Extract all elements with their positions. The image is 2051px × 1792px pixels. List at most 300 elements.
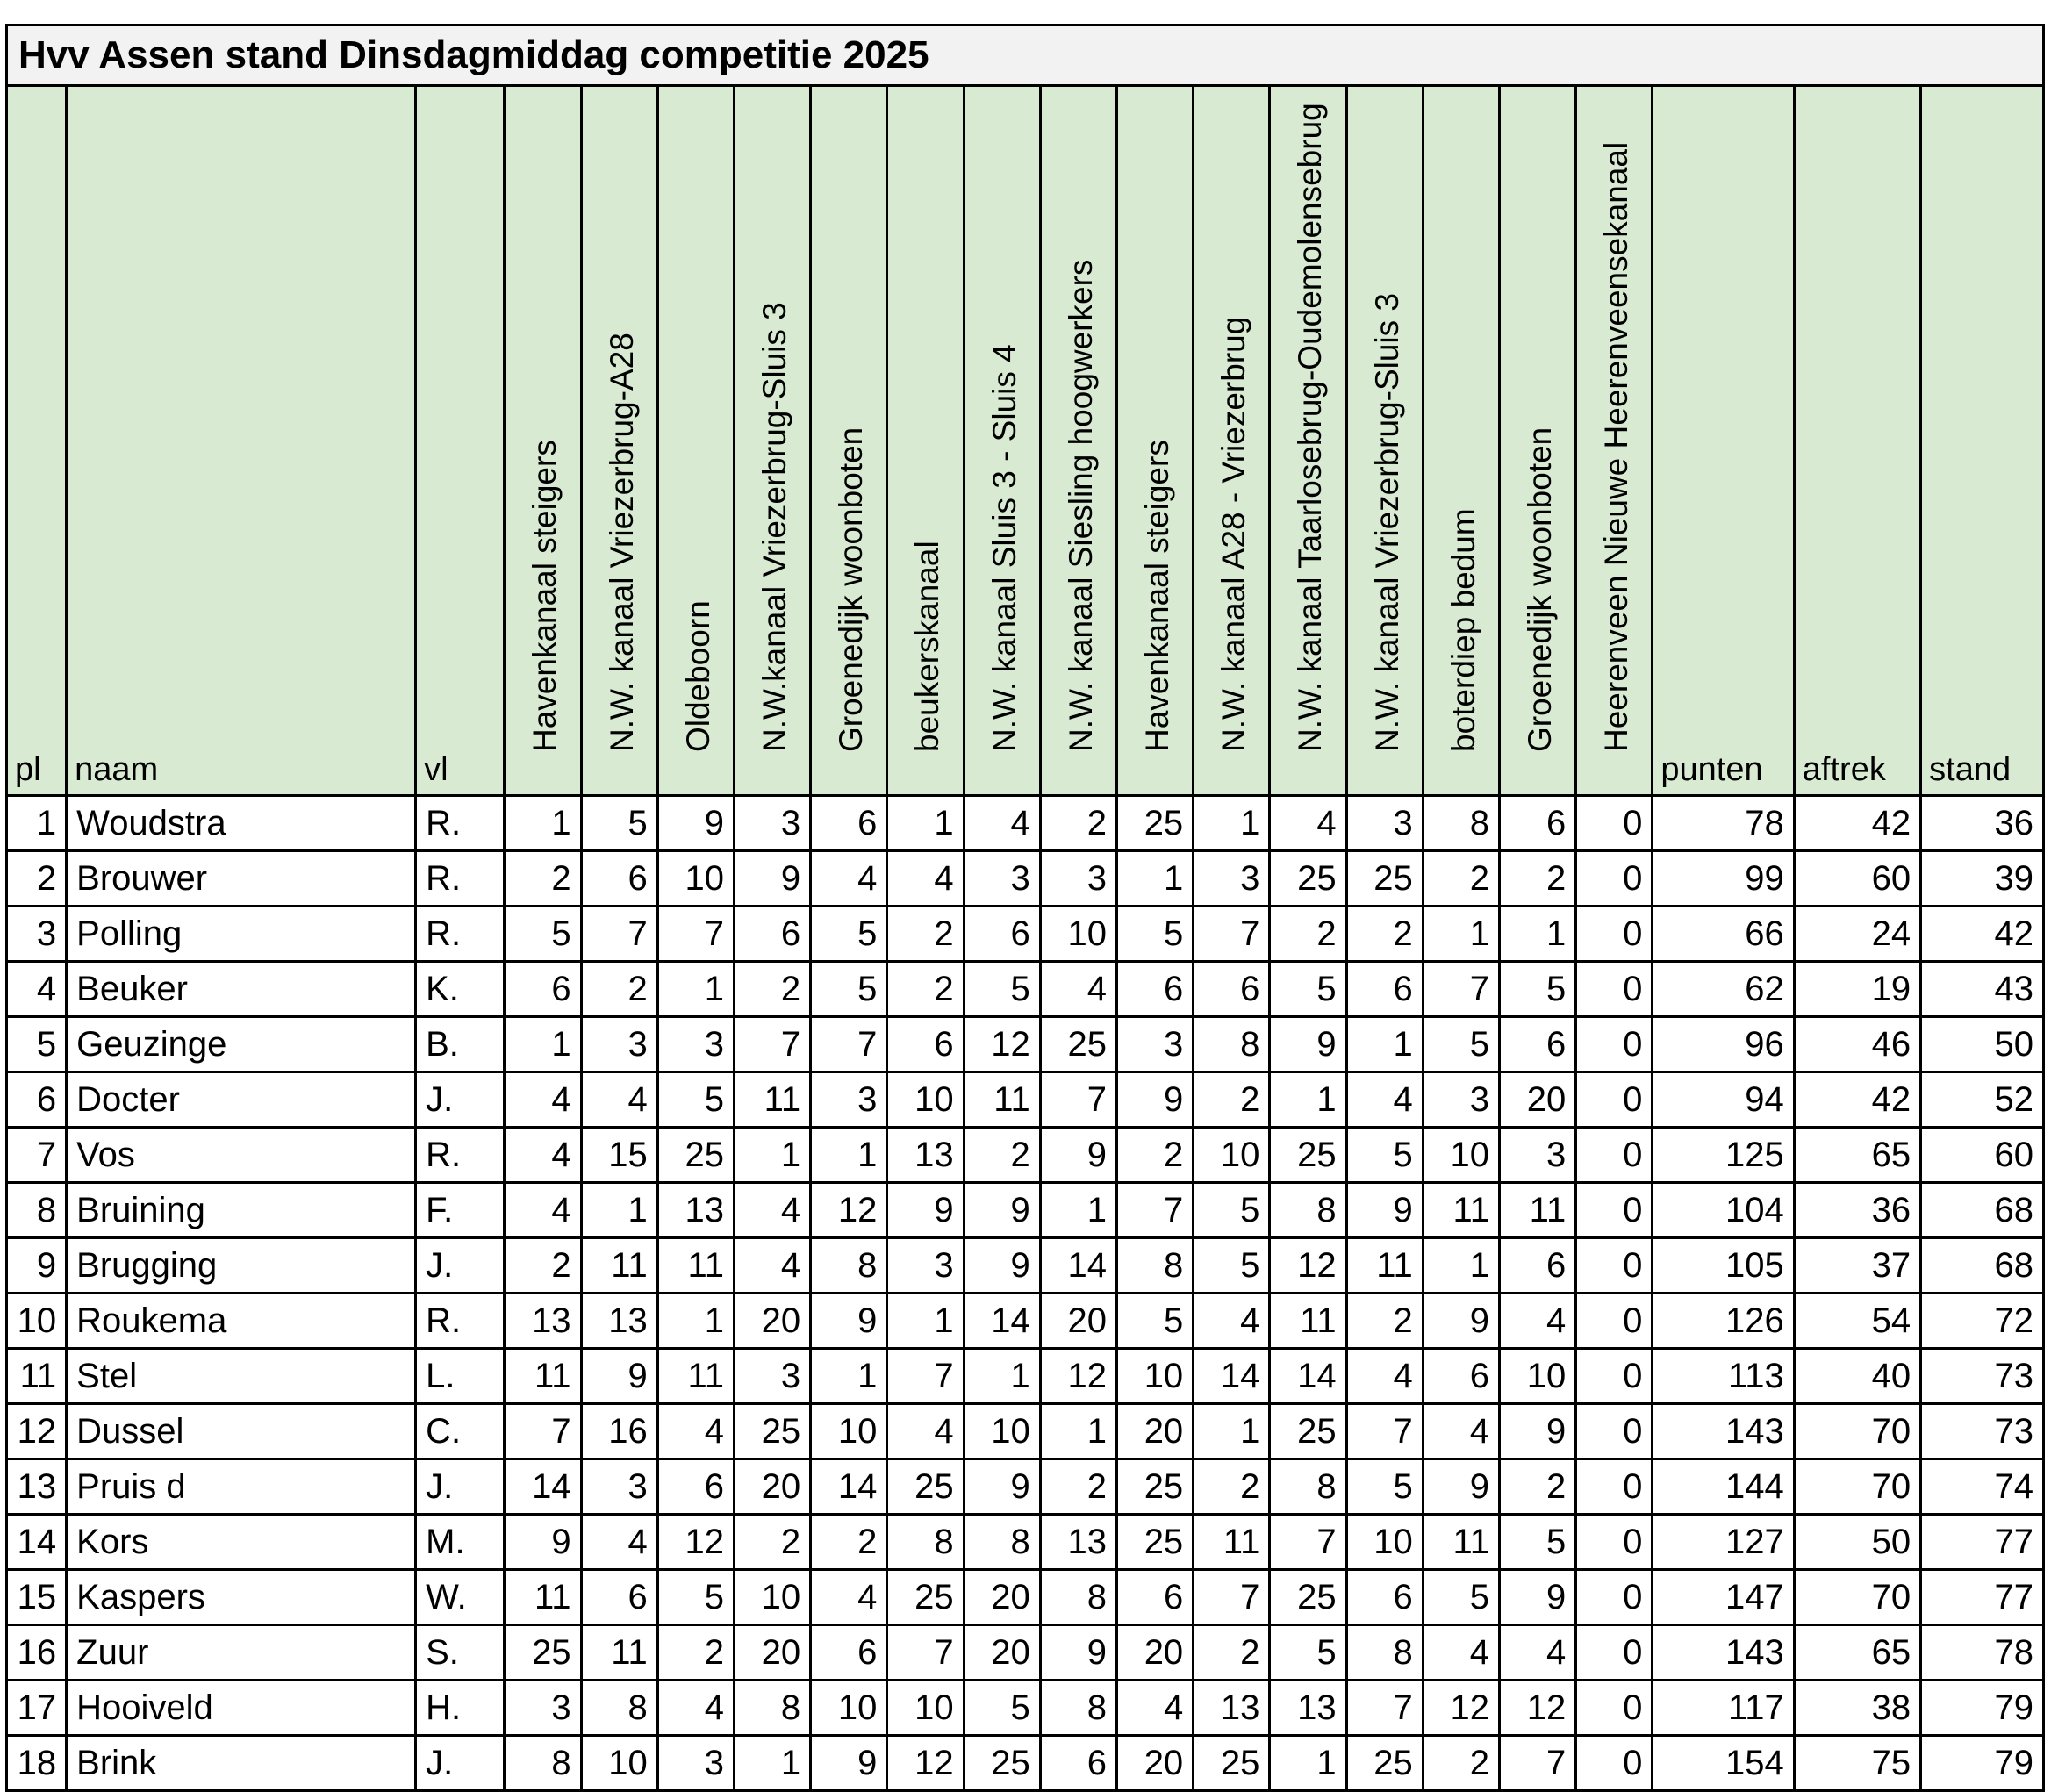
cell-score: 6 — [1423, 1349, 1499, 1404]
cell-pl: 1 — [7, 796, 67, 851]
cell-score: 6 — [581, 851, 657, 907]
cell-vl: R. — [416, 1128, 505, 1183]
cell-naam: Docter — [67, 1072, 416, 1128]
cell-punten: 104 — [1653, 1183, 1794, 1238]
cell-score: 9 — [811, 1294, 887, 1349]
cell-score: 9 — [811, 1736, 887, 1791]
cell-score: 8 — [1270, 1183, 1346, 1238]
venue-label: boterdiep bedum — [1445, 508, 1481, 752]
cell-score: 20 — [1500, 1072, 1576, 1128]
cell-score: 4 — [887, 1404, 964, 1459]
cell-score: 0 — [1576, 1681, 1653, 1736]
cell-score: 1 — [1423, 907, 1499, 962]
cell-score: 3 — [1194, 851, 1270, 907]
venue-label: N.W. kanaal Vriezerbrug-Sluis 3 — [1368, 292, 1405, 752]
cell-score: 13 — [887, 1128, 964, 1183]
cell-score: 6 — [811, 1625, 887, 1681]
cell-score: 1 — [1194, 796, 1270, 851]
cell-score: 4 — [1500, 1294, 1576, 1349]
col-header-pl: pl — [7, 86, 67, 796]
cell-punten: 127 — [1653, 1515, 1794, 1570]
cell-score: 0 — [1576, 1183, 1653, 1238]
cell-score: 5 — [657, 1072, 734, 1128]
cell-naam: Zuur — [67, 1625, 416, 1681]
cell-score: 5 — [964, 1681, 1040, 1736]
cell-score: 5 — [1500, 962, 1576, 1017]
table-row — [7, 1736, 2044, 1791]
cell-pl: 9 — [7, 1238, 67, 1294]
cell-score: 2 — [1346, 1294, 1423, 1349]
cell-stand: 39 — [1921, 851, 2044, 907]
cell-pl: 17 — [7, 1681, 67, 1736]
col-header-venue — [887, 86, 964, 796]
cell-score: 2 — [657, 1625, 734, 1681]
cell-score: 2 — [1423, 851, 1499, 907]
cell-score: 3 — [581, 1017, 657, 1072]
cell-naam: Kors — [67, 1515, 416, 1570]
venue-label: N.W. kanaal Sluis 3 - Sluis 4 — [986, 344, 1022, 752]
cell-score: 11 — [1346, 1238, 1423, 1294]
cell-score: 1 — [887, 796, 964, 851]
cell-score: 2 — [505, 1238, 581, 1294]
cell-score: 5 — [1346, 1128, 1423, 1183]
cell-score: 1 — [581, 1183, 657, 1238]
cell-score: 8 — [505, 1736, 581, 1791]
cell-score: 10 — [1500, 1349, 1576, 1404]
cell-score: 2 — [1194, 1072, 1270, 1128]
table-row — [7, 962, 2044, 1017]
cell-score: 0 — [1576, 1404, 1653, 1459]
cell-score: 9 — [1270, 1017, 1346, 1072]
cell-stand: 50 — [1921, 1017, 2044, 1072]
cell-stand: 72 — [1921, 1294, 2044, 1349]
cell-score: 3 — [581, 1459, 657, 1515]
cell-score: 2 — [1194, 1459, 1270, 1515]
cell-score: 14 — [1270, 1349, 1346, 1404]
cell-stand: 52 — [1921, 1072, 2044, 1128]
cell-score: 9 — [964, 1238, 1040, 1294]
cell-score: 7 — [1346, 1404, 1423, 1459]
cell-vl: C. — [416, 1404, 505, 1459]
cell-punten: 143 — [1653, 1404, 1794, 1459]
cell-naam: Dussel — [67, 1404, 416, 1459]
cell-score: 8 — [1040, 1681, 1116, 1736]
cell-score: 1 — [505, 796, 581, 851]
table-row — [7, 907, 2044, 962]
cell-aftrek: 37 — [1794, 1238, 1920, 1294]
cell-score: 7 — [581, 907, 657, 962]
cell-score: 9 — [964, 1183, 1040, 1238]
cell-punten: 117 — [1653, 1681, 1794, 1736]
cell-score: 25 — [887, 1570, 964, 1625]
cell-score: 9 — [887, 1183, 964, 1238]
cell-score: 5 — [1116, 907, 1193, 962]
cell-score: 9 — [734, 851, 810, 907]
cell-score: 25 — [1270, 1404, 1346, 1459]
cell-vl: R. — [416, 907, 505, 962]
cell-aftrek: 65 — [1794, 1128, 1920, 1183]
cell-score: 12 — [1270, 1238, 1346, 1294]
cell-score: 8 — [1040, 1570, 1116, 1625]
cell-score: 11 — [1270, 1294, 1346, 1349]
cell-score: 1 — [1194, 1404, 1270, 1459]
cell-score: 2 — [1423, 1736, 1499, 1791]
cell-naam: Beuker — [67, 962, 416, 1017]
cell-punten: 94 — [1653, 1072, 1794, 1128]
cell-stand: 74 — [1921, 1459, 2044, 1515]
cell-score: 4 — [505, 1128, 581, 1183]
cell-score: 2 — [734, 962, 810, 1017]
cell-score: 1 — [657, 1294, 734, 1349]
cell-score: 0 — [1576, 1570, 1653, 1625]
cell-score: 4 — [581, 1072, 657, 1128]
cell-score: 11 — [505, 1570, 581, 1625]
cell-score: 7 — [1194, 907, 1270, 962]
cell-vl: R. — [416, 796, 505, 851]
cell-score: 11 — [964, 1072, 1040, 1128]
cell-punten: 143 — [1653, 1625, 1794, 1681]
cell-score: 11 — [581, 1625, 657, 1681]
cell-pl: 4 — [7, 962, 67, 1017]
cell-score: 1 — [1116, 851, 1193, 907]
cell-score: 25 — [1270, 1128, 1346, 1183]
cell-aftrek: 42 — [1794, 796, 1920, 851]
cell-score: 3 — [811, 1072, 887, 1128]
cell-score: 4 — [1116, 1681, 1193, 1736]
cell-score: 6 — [1500, 1238, 1576, 1294]
cell-score: 4 — [1194, 1294, 1270, 1349]
cell-naam: Brugging — [67, 1238, 416, 1294]
cell-naam: Bruining — [67, 1183, 416, 1238]
cell-score: 1 — [657, 962, 734, 1017]
table-row — [7, 1404, 2044, 1459]
cell-score: 3 — [734, 796, 810, 851]
cell-score: 6 — [811, 796, 887, 851]
venue-label: N.W.kanaal Vriezerbrug-Sluis 3 — [757, 302, 793, 752]
cell-score: 10 — [1116, 1349, 1193, 1404]
cell-score: 20 — [964, 1625, 1040, 1681]
col-header-venue — [1270, 86, 1346, 796]
table-row — [7, 1017, 2044, 1072]
cell-score: 0 — [1576, 1349, 1653, 1404]
cell-score: 0 — [1576, 1238, 1653, 1294]
venue-label: N.W. kanaal Vriezerbrug-A28 — [603, 333, 640, 752]
cell-score: 10 — [811, 1404, 887, 1459]
cell-score: 9 — [964, 1459, 1040, 1515]
cell-score: 4 — [1270, 796, 1346, 851]
cell-score: 20 — [734, 1294, 810, 1349]
cell-score: 3 — [887, 1238, 964, 1294]
cell-score: 3 — [1346, 796, 1423, 851]
cell-score: 4 — [657, 1681, 734, 1736]
cell-score: 0 — [1576, 1736, 1653, 1791]
cell-score: 0 — [1576, 1625, 1653, 1681]
cell-score: 4 — [734, 1238, 810, 1294]
cell-score: 4 — [581, 1515, 657, 1570]
cell-score: 3 — [964, 851, 1040, 907]
cell-score: 13 — [1270, 1681, 1346, 1736]
cell-punten: 126 — [1653, 1294, 1794, 1349]
cell-score: 3 — [657, 1017, 734, 1072]
cell-score: 8 — [964, 1515, 1040, 1570]
cell-score: 0 — [1576, 1515, 1653, 1570]
table-row — [7, 1183, 2044, 1238]
cell-score: 9 — [1116, 1072, 1193, 1128]
cell-punten: 125 — [1653, 1128, 1794, 1183]
cell-score: 0 — [1576, 1128, 1653, 1183]
cell-score: 14 — [964, 1294, 1040, 1349]
cell-score: 2 — [734, 1515, 810, 1570]
cell-aftrek: 70 — [1794, 1404, 1920, 1459]
cell-stand: 78 — [1921, 1625, 2044, 1681]
cell-score: 7 — [1346, 1681, 1423, 1736]
cell-score: 25 — [964, 1736, 1040, 1791]
cell-vl: J. — [416, 1736, 505, 1791]
cell-score: 25 — [1270, 1570, 1346, 1625]
cell-pl: 13 — [7, 1459, 67, 1515]
cell-stand: 43 — [1921, 962, 2044, 1017]
cell-score: 1 — [887, 1294, 964, 1349]
cell-score: 4 — [1346, 1349, 1423, 1404]
cell-score: 7 — [734, 1017, 810, 1072]
cell-score: 2 — [1040, 796, 1116, 851]
table-row — [7, 796, 2044, 851]
table-row — [7, 1459, 2044, 1515]
standings-rows — [7, 796, 2044, 1791]
cell-punten: 113 — [1653, 1349, 1794, 1404]
cell-aftrek: 40 — [1794, 1349, 1920, 1404]
cell-score: 5 — [1194, 1238, 1270, 1294]
cell-score: 6 — [1500, 1017, 1576, 1072]
cell-aftrek: 36 — [1794, 1183, 1920, 1238]
col-header-venue — [964, 86, 1040, 796]
cell-score: 7 — [887, 1349, 964, 1404]
cell-score: 4 — [811, 1570, 887, 1625]
cell-score: 20 — [964, 1570, 1040, 1625]
cell-score: 8 — [734, 1681, 810, 1736]
cell-score: 10 — [581, 1736, 657, 1791]
cell-score: 2 — [1040, 1459, 1116, 1515]
cell-stand: 73 — [1921, 1404, 2044, 1459]
cell-score: 12 — [1500, 1681, 1576, 1736]
cell-score: 6 — [1116, 962, 1193, 1017]
standings-sheet — [5, 24, 2045, 1792]
cell-vl: K. — [416, 962, 505, 1017]
cell-score: 0 — [1576, 1017, 1653, 1072]
cell-pl: 3 — [7, 907, 67, 962]
cell-vl: W. — [416, 1570, 505, 1625]
cell-score: 4 — [1040, 962, 1116, 1017]
col-header-venue — [1576, 86, 1653, 796]
cell-score: 6 — [1500, 796, 1576, 851]
cell-score: 2 — [1500, 1459, 1576, 1515]
cell-pl: 5 — [7, 1017, 67, 1072]
cell-score: 4 — [505, 1183, 581, 1238]
cell-score: 2 — [811, 1515, 887, 1570]
cell-aftrek: 46 — [1794, 1017, 1920, 1072]
cell-stand: 36 — [1921, 796, 2044, 851]
cell-score: 2 — [887, 962, 964, 1017]
cell-score: 12 — [1423, 1681, 1499, 1736]
cell-score: 1 — [505, 1017, 581, 1072]
cell-score: 7 — [1194, 1570, 1270, 1625]
cell-score: 6 — [505, 962, 581, 1017]
col-header-vl: vl — [416, 86, 505, 796]
cell-score: 2 — [1346, 907, 1423, 962]
cell-score: 3 — [1423, 1072, 1499, 1128]
cell-aftrek: 38 — [1794, 1681, 1920, 1736]
cell-score: 7 — [811, 1017, 887, 1072]
cell-score: 6 — [964, 907, 1040, 962]
cell-score: 10 — [887, 1072, 964, 1128]
venue-label: beukerskanaal — [909, 541, 946, 752]
cell-score: 6 — [1116, 1570, 1193, 1625]
cell-score: 12 — [1040, 1349, 1116, 1404]
cell-score: 11 — [657, 1238, 734, 1294]
cell-score: 5 — [1270, 1625, 1346, 1681]
cell-vl: B. — [416, 1017, 505, 1072]
col-header-venue — [1346, 86, 1423, 796]
cell-score: 9 — [1500, 1570, 1576, 1625]
table-row — [7, 1072, 2044, 1128]
cell-score: 7 — [887, 1625, 964, 1681]
cell-score: 5 — [505, 907, 581, 962]
cell-score: 0 — [1576, 1459, 1653, 1515]
cell-score: 1 — [1040, 1183, 1116, 1238]
venue-label: Oldeboorn — [679, 600, 716, 752]
cell-score: 13 — [505, 1294, 581, 1349]
cell-score: 10 — [1423, 1128, 1499, 1183]
cell-score: 13 — [657, 1183, 734, 1238]
cell-score: 0 — [1576, 796, 1653, 851]
cell-score: 25 — [1116, 1459, 1193, 1515]
cell-score: 8 — [581, 1681, 657, 1736]
cell-score: 1 — [1423, 1238, 1499, 1294]
cell-score: 8 — [1270, 1459, 1346, 1515]
cell-punten: 144 — [1653, 1459, 1794, 1515]
cell-stand: 77 — [1921, 1515, 2044, 1570]
cell-pl: 6 — [7, 1072, 67, 1128]
venue-label: N.W. kanaal A28 - Vriezerbrug — [1216, 316, 1252, 752]
cell-pl: 11 — [7, 1349, 67, 1404]
cell-aftrek: 70 — [1794, 1459, 1920, 1515]
cell-punten: 99 — [1653, 851, 1794, 907]
col-header-venue — [1194, 86, 1270, 796]
table-row — [7, 1128, 2044, 1183]
cell-score: 5 — [657, 1570, 734, 1625]
cell-score: 2 — [581, 962, 657, 1017]
cell-score: 6 — [887, 1017, 964, 1072]
cell-score: 1 — [811, 1349, 887, 1404]
venue-label: N.W. kanaal Taarlosebrug-Oudemolensebrug — [1292, 103, 1329, 752]
cell-stand: 60 — [1921, 1128, 2044, 1183]
col-header-stand: stand — [1921, 86, 2044, 796]
cell-punten: 105 — [1653, 1238, 1794, 1294]
cell-score: 3 — [1040, 851, 1116, 907]
cell-punten: 154 — [1653, 1736, 1794, 1791]
cell-score: 10 — [964, 1404, 1040, 1459]
cell-score: 1 — [734, 1128, 810, 1183]
col-header-venue — [505, 86, 581, 796]
cell-score: 7 — [1270, 1515, 1346, 1570]
cell-score: 25 — [887, 1459, 964, 1515]
cell-score: 15 — [581, 1128, 657, 1183]
cell-vl: J. — [416, 1238, 505, 1294]
cell-score: 10 — [1040, 907, 1116, 962]
cell-score: 10 — [1346, 1515, 1423, 1570]
cell-vl: S. — [416, 1625, 505, 1681]
cell-score: 4 — [964, 796, 1040, 851]
cell-score: 3 — [657, 1736, 734, 1791]
col-header-venue — [1116, 86, 1193, 796]
cell-vl: F. — [416, 1183, 505, 1238]
cell-vl: J. — [416, 1072, 505, 1128]
cell-score: 2 — [505, 851, 581, 907]
cell-vl: R. — [416, 1294, 505, 1349]
col-header-aftrek: aftrek — [1794, 86, 1920, 796]
cell-score: 7 — [1116, 1183, 1193, 1238]
cell-pl: 18 — [7, 1736, 67, 1791]
col-header-venue — [734, 86, 810, 796]
cell-score: 14 — [1040, 1238, 1116, 1294]
table-row — [7, 1294, 2044, 1349]
cell-pl: 16 — [7, 1625, 67, 1681]
cell-score: 0 — [1576, 1294, 1653, 1349]
cell-score: 10 — [811, 1681, 887, 1736]
cell-score: 6 — [657, 1459, 734, 1515]
cell-score: 11 — [1500, 1183, 1576, 1238]
col-header-venue — [657, 86, 734, 796]
cell-score: 11 — [505, 1349, 581, 1404]
table-row — [7, 1681, 2044, 1736]
cell-score: 9 — [1500, 1404, 1576, 1459]
cell-score: 6 — [734, 907, 810, 962]
cell-aftrek: 70 — [1794, 1570, 1920, 1625]
cell-score: 1 — [1040, 1404, 1116, 1459]
cell-vl: L. — [416, 1349, 505, 1404]
cell-aftrek: 65 — [1794, 1625, 1920, 1681]
cell-aftrek: 24 — [1794, 907, 1920, 962]
cell-stand: 79 — [1921, 1681, 2044, 1736]
cell-score: 3 — [505, 1681, 581, 1736]
cell-score: 9 — [581, 1349, 657, 1404]
cell-pl: 12 — [7, 1404, 67, 1459]
cell-score: 5 — [1270, 962, 1346, 1017]
cell-score: 0 — [1576, 1072, 1653, 1128]
cell-aftrek: 75 — [1794, 1736, 1920, 1791]
cell-stand: 77 — [1921, 1570, 2044, 1625]
cell-naam: Brouwer — [67, 851, 416, 907]
cell-naam: Pruis d — [67, 1459, 416, 1515]
cell-score: 8 — [1423, 796, 1499, 851]
venue-label: Groenedijk woonboten — [833, 426, 870, 752]
cell-naam: Vos — [67, 1128, 416, 1183]
cell-score: 12 — [887, 1736, 964, 1791]
venue-label: N.W. kanaal Siesling hoogwerkers — [1062, 259, 1099, 752]
cell-score: 1 — [1346, 1017, 1423, 1072]
table-row — [7, 1515, 2044, 1570]
cell-naam: Roukema — [67, 1294, 416, 1349]
table-row — [7, 851, 2044, 907]
cell-score: 8 — [1194, 1017, 1270, 1072]
cell-score: 6 — [1040, 1736, 1116, 1791]
cell-score: 5 — [811, 907, 887, 962]
cell-score: 9 — [1040, 1128, 1116, 1183]
cell-score: 14 — [811, 1459, 887, 1515]
col-header-naam: naam — [67, 86, 416, 796]
cell-score: 12 — [657, 1515, 734, 1570]
cell-score: 7 — [657, 907, 734, 962]
